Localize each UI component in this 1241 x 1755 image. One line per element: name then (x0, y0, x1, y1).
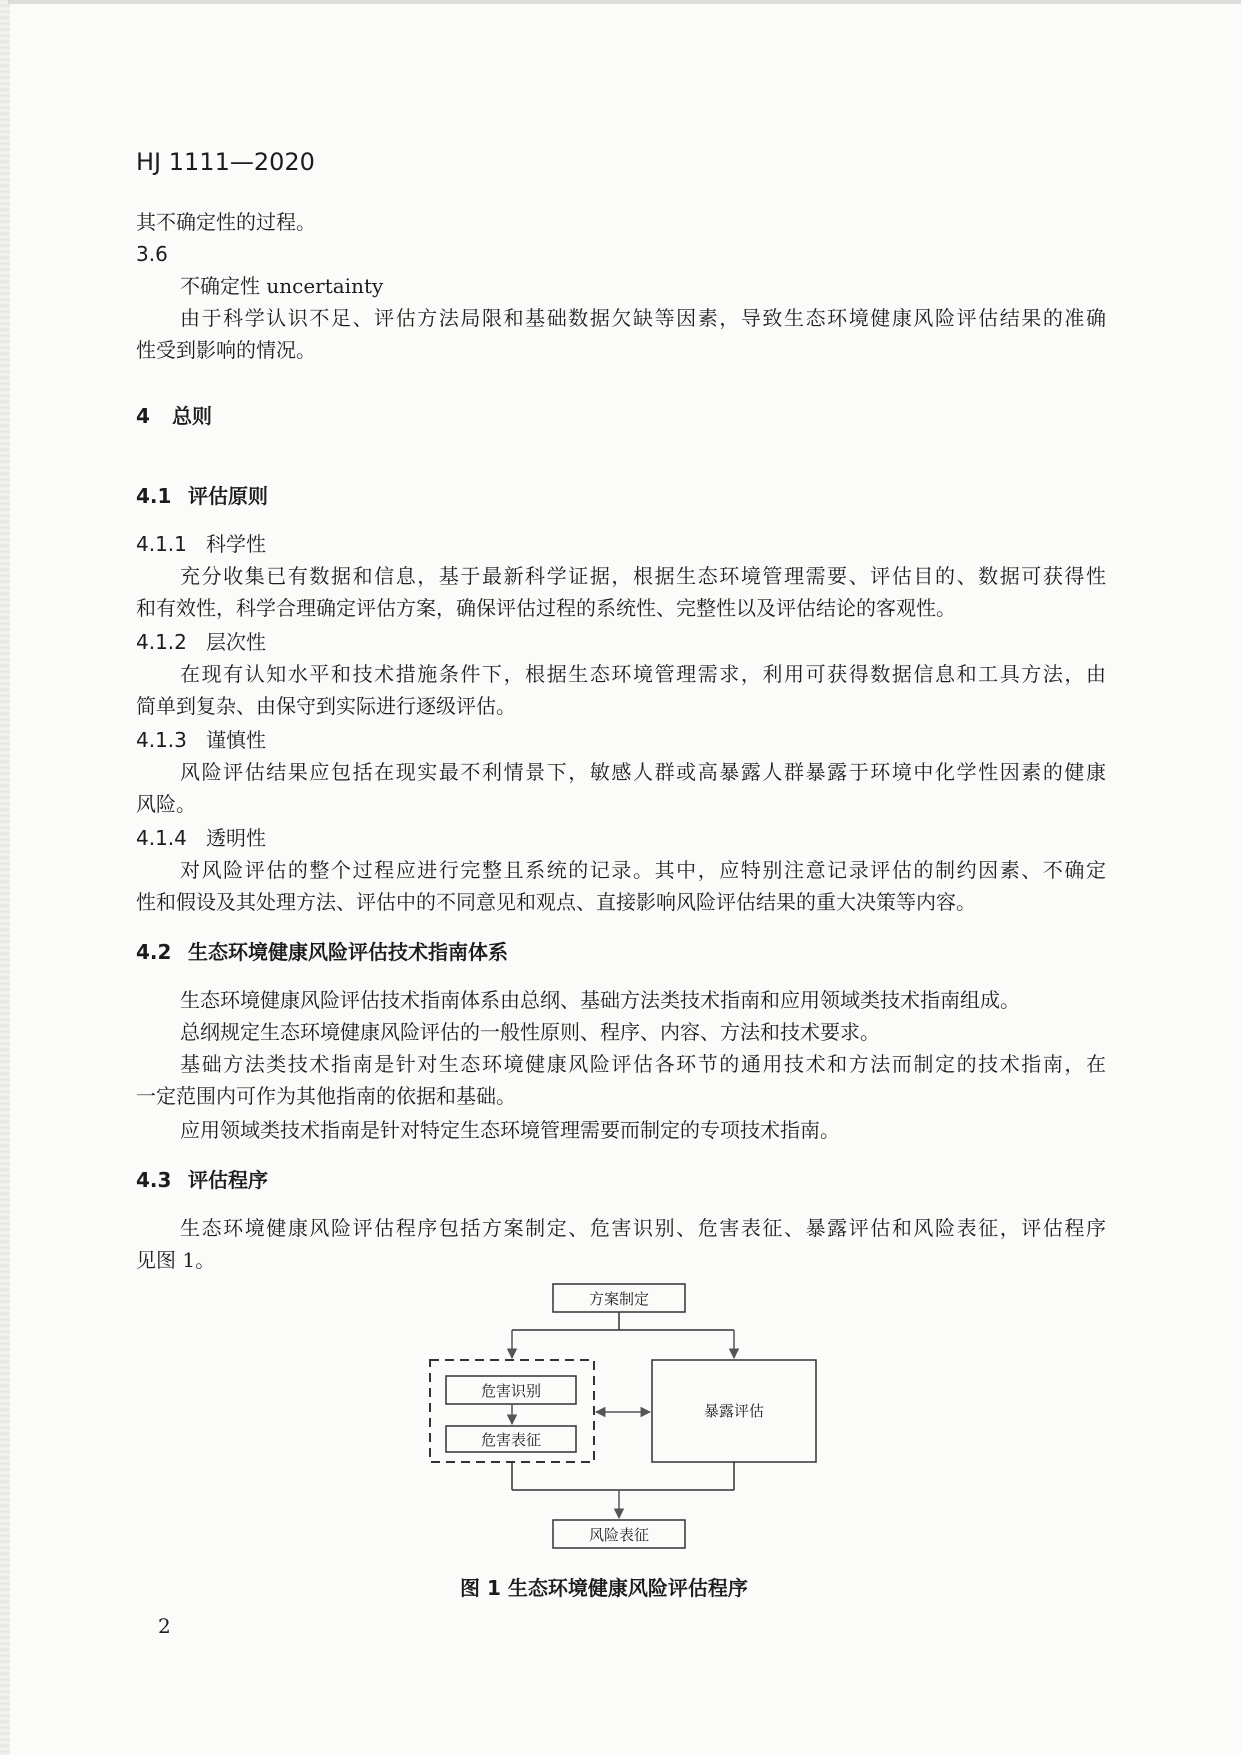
section-4-1-1-line-1: 充分收集已有数据和信息，基于最新科学证据，根据生态环境管理需要、评估目的、数据可获得性 (180, 564, 1106, 588)
section-4-1-1-title: 科学性 (206, 532, 266, 556)
section-4-1-3-number: 4.1.3 (136, 728, 187, 752)
section-4-2-title: 生态环境健康风险评估技术指南体系 (188, 940, 508, 964)
section-4-1-2-line-1: 在现有认知水平和技术措施条件下，根据生态环境管理需求，利用可获得数据信息和工具方法，由 (180, 662, 1106, 686)
section-4-1-number: 4.1 (136, 484, 172, 508)
scan-top-edge (8, 0, 1241, 4)
section-4-3-title: 评估程序 (188, 1168, 268, 1192)
section-4-3-line-1: 生态环境健康风险评估程序包括方案制定、危害识别、危害表征、暴露评估和风险表征，评估程序 (180, 1216, 1106, 1240)
section-4-2-para-4: 应用领域类技术指南是针对特定生态环境管理需要而制定的专项技术指南。 (180, 1118, 840, 1142)
term-uncertainty: 不确定性 uncertainty (180, 274, 384, 298)
hazard-id-label: 危害识别 (480, 1382, 542, 1400)
section-4-1-2-line-2: 简单到复杂、由保守到实际进行逐级评估。 (136, 694, 516, 718)
section-4-1-4-number: 4.1.4 (136, 826, 187, 850)
section-4-2-para-3-line-1: 基础方法类技术指南是针对生态环境健康风险评估各环节的通用技术和方法而制定的技术指南，在 (180, 1052, 1106, 1076)
section-4-1-title: 评估原则 (188, 484, 268, 508)
section-4-1-3-line-2: 风险。 (136, 792, 196, 816)
risk-char-label: 风险表征 (588, 1526, 650, 1544)
plan-box-label: 方案制定 (588, 1290, 650, 1308)
section-4-1-3-line-1: 风险评估结果应包括在现实最不利情景下，敏感人群或高暴露人群暴露于环境中化学性因素的健康 (180, 760, 1106, 784)
section-4-2-number: 4.2 (136, 940, 172, 964)
section-4-title: 总则 (172, 404, 212, 428)
section-4-2-para-2: 总纲规定生态环境健康风险评估的一般性原则、程序、内容、方法和技术要求。 (180, 1020, 880, 1044)
figure-caption: 图 1 生态环境健康风险评估程序 (460, 1576, 748, 1600)
section-4-1-4-line-1: 对风险评估的整个过程应进行完整且系统的记录。其中，应特别注意记录评估的制约因素、不确定 (180, 858, 1106, 882)
section-4-1-2-title: 层次性 (206, 630, 266, 654)
section-4-2-para-3-line-2: 一定范围内可作为其他指南的依据和基础。 (136, 1084, 516, 1108)
scan-edge (0, 0, 10, 1755)
section-3-6-number: 3.6 (136, 242, 168, 266)
section-4-1-1-number: 4.1.1 (136, 532, 187, 556)
section-4-1-4-title: 透明性 (206, 826, 266, 850)
section-4-2-para-1: 生态环境健康风险评估技术指南体系由总纲、基础方法类技术指南和应用领域类技术指南组成。 (180, 988, 1020, 1012)
section-4-number: 4 (136, 404, 150, 428)
section-4-1-4-line-2: 性和假设及其处理方法、评估中的不同意见和观点、直接影响风险评估结果的重大决策等内容。 (136, 890, 976, 914)
definition-line-2: 性受到影响的情况。 (136, 338, 316, 362)
continuation-line: 其不确定性的过程。 (136, 210, 316, 234)
section-4-3-number: 4.3 (136, 1168, 172, 1192)
section-4-3-line-2: 见图 1。 (136, 1248, 216, 1272)
hazard-char-label: 危害表征 (480, 1431, 542, 1449)
page-number: 2 (158, 1614, 171, 1638)
exposure-label: 暴露评估 (703, 1402, 765, 1420)
definition-line-1: 由于科学认识不足、评估方法局限和基础数据欠缺等因素，导致生态环境健康风险评估结果的准确 (180, 306, 1106, 330)
section-4-1-1-line-2: 和有效性，科学合理确定评估方案，确保评估过程的系统性、完整性以及评估结论的客观性。 (136, 596, 956, 620)
assessment-procedure-diagram (420, 1278, 820, 1578)
section-4-1-2-number: 4.1.2 (136, 630, 187, 654)
standard-number: HJ 1111—2020 (136, 148, 315, 176)
section-4-1-3-title: 谨慎性 (206, 728, 266, 752)
